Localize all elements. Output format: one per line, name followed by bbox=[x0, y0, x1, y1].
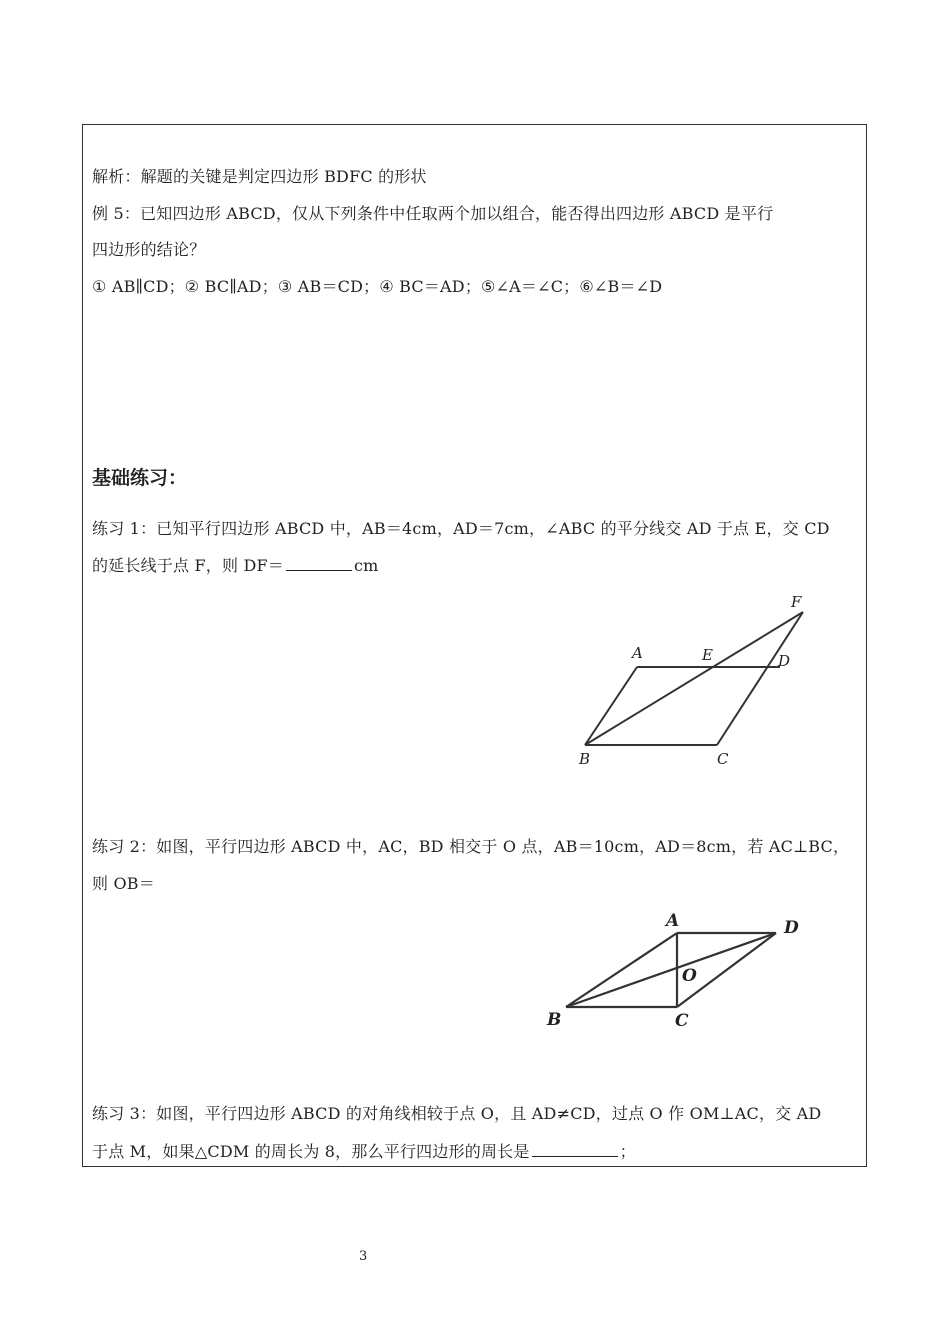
segment-bf bbox=[585, 612, 803, 745]
section-title: 基础练习： bbox=[92, 467, 188, 489]
exercise3-line2 bbox=[92, 1139, 636, 1162]
diagonal-bd bbox=[566, 933, 776, 1007]
exercise2-line2: 则 OB＝ bbox=[92, 874, 155, 893]
label-d: D bbox=[778, 652, 791, 670]
exercise3-line2-suffix: ； bbox=[619, 1142, 636, 1161]
figure-exercise2 bbox=[540, 905, 810, 1035]
exercise1-line2-prefix: 的延长线于点 F，则 DF＝ bbox=[92, 556, 285, 575]
exercise3-line1: 练习 3：如图，平行四边形 ABCD 的对角线相较于点 O，且 AD≠CD，过点 O 作 OM⊥AC，交 AD bbox=[92, 1104, 822, 1123]
answer-blank-df bbox=[286, 556, 352, 571]
example5-line2: 四边形的结论？ bbox=[92, 240, 206, 259]
label-c: C bbox=[675, 1011, 689, 1031]
label-d: D bbox=[784, 918, 799, 938]
label-c: C bbox=[717, 750, 729, 768]
label-o: O bbox=[682, 966, 697, 986]
label-b: B bbox=[547, 1010, 562, 1030]
exercise1-line1: 练习 1：已知平行四边形 ABCD 中，AB＝4cm，AD＝7cm，∠ABC 的平分线交 AD 于点 E，交 CD bbox=[92, 519, 830, 538]
segment-ab bbox=[585, 667, 637, 745]
exercise2-line1: 练习 2：如图，平行四边形 ABCD 中，AC，BD 相交于 O 点，AB＝10cm，AD＝8cm，若 AC⊥BC， bbox=[92, 837, 850, 856]
exercise1-line2-suffix: cm bbox=[354, 556, 379, 575]
page-number: 3 bbox=[359, 1249, 368, 1264]
label-f: F bbox=[791, 593, 802, 611]
segment-ab bbox=[566, 933, 677, 1007]
label-a: A bbox=[666, 911, 680, 931]
exercise3-line2-prefix: 于点 M，如果△CDM 的周长为 8，那么平行四边形的周长是 bbox=[92, 1142, 530, 1161]
segment-cf bbox=[717, 612, 803, 745]
example5-line1: 例 5：已知四边形 ABCD，仅从下列条件中任取两个加以组合，能否得出四边形 ABCD 是平行 bbox=[92, 204, 774, 223]
analysis-text: 解析：解题的关键是判定四边形 BDFC 的形状 bbox=[92, 167, 427, 186]
label-e: E bbox=[702, 646, 713, 664]
exercise1-line2 bbox=[92, 553, 379, 576]
figure-exercise1 bbox=[570, 590, 820, 775]
label-b: B bbox=[579, 750, 591, 768]
example5-conditions: ① AB∥CD；② BC∥AD；③ AB＝CD；④ BC＝AD；⑤∠A＝∠C；⑥∠B＝∠D bbox=[92, 277, 663, 296]
answer-blank-perimeter bbox=[532, 1142, 618, 1157]
label-a: A bbox=[632, 644, 643, 662]
